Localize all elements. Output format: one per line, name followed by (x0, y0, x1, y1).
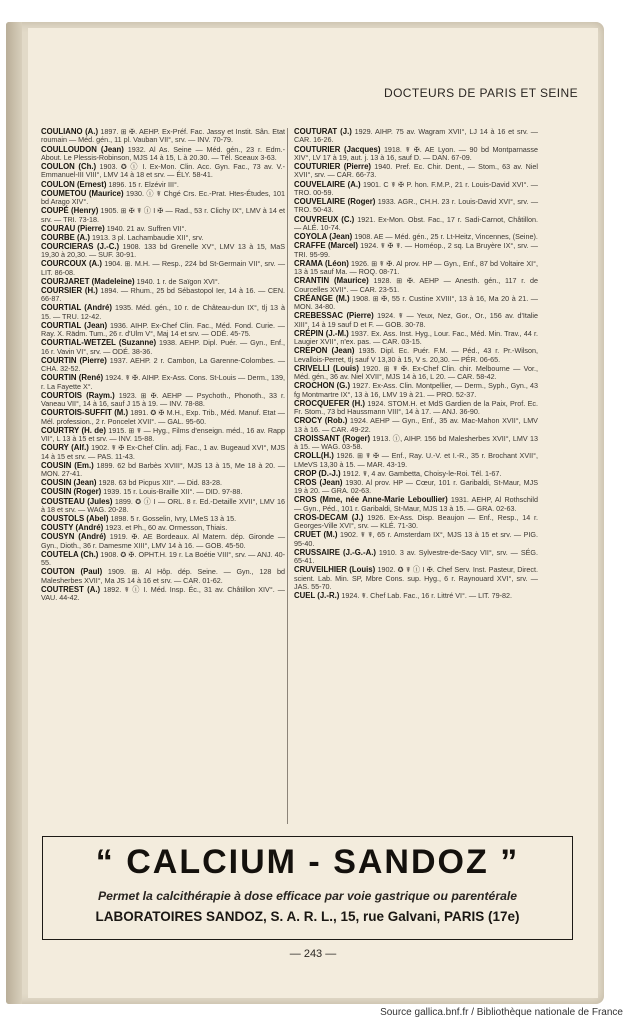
advertisement-tagline: Permet la calcithérapie à dose efficace par voie gastrique ou parentérale (97, 889, 518, 903)
entry-details: 1924. ☤. Chef Lab. Fac., 16 r. Littré VI°. — LIT. 79-82. (341, 591, 513, 601)
entry-name: CROS-DECAM (J.) (294, 512, 364, 522)
entry-details: 1899. 62 bd Barbès XVIII°, MJS 13 à 15, Me 18 à 20. — MON. 27-41. (41, 460, 286, 479)
column-divider (287, 128, 288, 824)
entry-name: CRUSSAIRE (J.-G.-A.) (294, 547, 376, 557)
entry-details: 1903. ✪ ⓘ I. Ex-Mon. Clin. Acc. Gyn. Fac., 73 av. V.-Emmanuel-III VIII°, LMV 14 à 18 et srv. — ÉLY. 58-41. (41, 162, 285, 180)
entry-name: COUTELA (Ch.) (41, 549, 99, 559)
entry-name: COURTIAL (André) (41, 303, 112, 313)
directory-entry (41, 260, 285, 277)
directory-entry (294, 198, 538, 215)
directory-entry (41, 207, 285, 224)
directory-entry (41, 374, 285, 391)
entry-details: 1927. Ex-Ass. Clin. Montpellier, — Derm., Syph., Gyn., 43 fg Montmartre IX°, 13 à 16, LMV 19 à 21. — PRO. 52-37. (294, 381, 539, 399)
directory-page (28, 28, 598, 998)
directory-entry (41, 551, 285, 568)
entry-details: 1904. ⊞. M.H. — Resp., 224 bd St-Germain VII°, srv. — LIT. 86-08. (41, 259, 286, 277)
entry-details: 1936. AIHP. Ex-Chef Clin. Fac., Méd. Fond. Curie. — Ray. X. Rädm. Tum., 26 r. d'Ulm V°, Maj 14 et srv. — ODÉ. 45-75. (41, 320, 285, 339)
entry-name: CRUVEILHIER (Louis) (294, 565, 376, 575)
directory-entry (294, 400, 538, 417)
directory-entry (294, 531, 538, 548)
directory-entry (294, 181, 538, 198)
directory-entry (41, 128, 285, 145)
entry-details: 1932. Al As. Seine — Méd. gén., 23 r. Edm.-About. Le Plessis-Robinson, MJS 14 à 15, L à 20.30. — Tél. Sceaux 3-63. (41, 144, 285, 162)
entry-name: CROLL(H.) (294, 451, 334, 461)
directory-entry (41, 304, 285, 321)
entry-name: COURTRY (H. de) (41, 425, 106, 435)
entry-details: 1920. ⊞ ☤ ✠. Ex-Chef Clin. chir. Melbourne — Vor., Méd. gén., 36 av. Niel XVII°, MJS 14 à 16, L 20. — CAR. 58-42. (294, 363, 538, 381)
entry-name: CRÉANGE (M.) (294, 293, 350, 303)
entry-details: 1940. Pref. Ec. Chir. Dent., — Stom., 63 av. Niel XVII°, srv. — CAR. 66-73. (294, 162, 538, 180)
directory-entry (294, 330, 538, 347)
entry-name: CROCQUEFER (H.) (294, 398, 365, 408)
entry-name: COURSIER (H.) (41, 285, 98, 295)
directory-entry (294, 128, 538, 145)
entry-name: CRANTIN (Maurice) (294, 276, 369, 286)
directory-entry (294, 592, 538, 600)
right-column (294, 128, 538, 601)
directory-entry (294, 452, 538, 469)
entry-details: 1902. ✪ ☤ ⓘ I ✠. Chef Serv. Inst. Pasteur, Direct. scient. Lab. Min. SP, Mbre Cons. sup. Hyg., 6 r. Raynouard XVI°, srv. — JAS. 55-70. (294, 565, 539, 591)
entry-name: COULON (Ernest) (41, 179, 107, 189)
entry-details: 1905. ⊞ ✠ ☤ ⓘ I ✠ — Rad., 53 r. Clichy IX°, LMV à 14 et srv. — TRI. 73-18. (41, 206, 286, 224)
entry-name: COURJARET (Madeleine) (41, 276, 135, 286)
entry-details: 1901. C ☤ ✠ P. hon. F.M.P., 21 r. Louis-David XVI°. — TRO. 00-59. (294, 179, 538, 197)
entry-name: CRUET (M.) (294, 530, 338, 540)
entry-name: COURTIAL-WETZEL (Suzanne) (41, 338, 157, 348)
entry-name: COUMETOU (Maurice) (41, 188, 124, 198)
directory-entry (294, 277, 538, 294)
directory-entry (41, 462, 285, 479)
directory-entry (41, 287, 285, 304)
entry-details: 1924. ☤ ✠ ☤. — Homéop., 2 sq. La Bruyère IX°, srv. — TRI. 95-99. (294, 241, 538, 259)
directory-entry (41, 498, 285, 515)
entry-name: COURTIN (Pierre) (41, 355, 107, 365)
entry-details: 1926. ⊞ ☤ ✠ — Enf., Ray. U.-V. et I.-R., 35 r. Brochant XVII°, LMeVS 13,30 à 15. — MAR. 43-19. (294, 451, 539, 469)
entry-details: 1894. — Rhum., 25 bd Sébastopol Ier, 14 à 16. — CEN. 66-87. (41, 285, 286, 304)
directory-entry (41, 427, 285, 444)
entry-details: 1937. AEHP. 2 r. Cambon, La Garenne-Colombes. — CHA. 32-52. (41, 355, 286, 374)
entry-details: 1926. Ex-Ass. Disp. Beaujon — Enf., Resp., 14 r. Georges-Ville XVI°, srv. — KLÉ. 71-30. (294, 512, 539, 531)
entry-details: 1924. ☤ ✠. AIHP. Ex-Ass. Cons. St-Louis — Derm., 139, r. La Fayette X°. (41, 373, 286, 391)
directory-entry (41, 243, 285, 260)
entry-details: 1928. ⊞ ✠. AEHP — Anesth. gén., 117 r. de Courcelles XVII°. — CAR. 23-51. (294, 276, 538, 294)
entry-details: 1913. 3 pl. Lachambaudie XII°, srv. (91, 232, 204, 242)
directory-entry (41, 392, 285, 409)
book-scan (6, 22, 604, 1004)
entry-name: COURTOIS-SUFFIT (M.) (41, 408, 129, 418)
entry-details: 1908. 133 bd Grenelle XV°, LMV 13 à 15, MaS 19,30 à 20,30. — SUF. 30-91. (41, 241, 286, 260)
directory-entry (294, 566, 538, 591)
entry-name: CROS (Jean) (294, 477, 343, 487)
entry-name: COULIANO (A.) (41, 127, 99, 136)
entry-details: 1910. 3 av. Sylvestre-de-Sacy VII°, srv. — SÉG. 65-41. (294, 547, 538, 566)
entry-details: 1940. 21 av. Suffren VII°. (106, 223, 187, 233)
entry-name: COUSIN (Jean) (41, 478, 97, 488)
directory-entry (294, 347, 538, 364)
entry-name: COUTURAT (J.) (294, 127, 352, 136)
entry-details: 1923. et Ph., 60 av. Ormesson, Thiais. (105, 523, 228, 533)
page-number: — 243 — (289, 948, 337, 960)
entry-name: CROCHON (G.) (294, 381, 351, 391)
entry-details: 1918. ☤ ✠. AE Lyon. — 90 bd Montparnasse XIV°, LV 17 à 19, aut. j. 13 à 16, sauf D. — DAN. 67-09. (294, 144, 538, 162)
entry-name: COUSYN (André) (41, 532, 107, 542)
entry-details: 1896. 15 r. Elzévir III°. (108, 179, 179, 189)
entry-details: 1937. Ex. Ass. Inst. Hyg., Lour. Fac., Méd. Min. Trav., 44 r. Laugier XVII°, n'ex. pas. — CAR. 03-15. (294, 328, 538, 346)
entry-name: CUEL (J.-R.) (294, 591, 340, 601)
directory-entry (294, 312, 538, 329)
entry-name: COUVREUX (C.) (294, 214, 355, 224)
entry-name: CRAMA (Léon) (294, 258, 349, 268)
entry-name: COURCOUX (A.) (41, 259, 102, 269)
entry-details: 1891. ✪ ✠ M.H., Exp. Trib., Méd. Manuf. Etat — Mél. profession., 2 r. Poncelet XVII°. — GAL. 95-60. (41, 408, 285, 426)
directory-entry (294, 295, 538, 312)
entry-details: 1892. ☤ ⓘ I. Méd. Insp. Éc., 31 av. Châtillon XIV°. — VAU. 44-42. (41, 584, 285, 603)
entry-name: COUSTY (André) (41, 523, 104, 533)
entry-details: 1938. AEHP. Dipl. Puér. — Gyn., Enf., 16 r. Vavin VI°, srv. — ODÉ. 38-36. (41, 338, 285, 356)
directory-entry (41, 322, 285, 339)
directory-entry (41, 357, 285, 374)
entry-details: 1933. AGR., CH.H. 23 r. Louis-David XVI°, srv. — TRO. 50-43. (294, 197, 539, 215)
entry-details: 1930. Al prov. HP — Cœur, 101 r. Garibaldi, St-Maur, MJS 19 à 20. — GRA. 02-63. (294, 477, 538, 496)
entry-name: COUTURIER (Jacques) (294, 144, 381, 154)
entry-name: COYOLA (Jean) (294, 232, 353, 241)
entry-details: 1935. Dipl. Ec. Puér. F.M. — Péd., 43 r. Pr.-Wilson, Levallois-Perret, tlj sauf V 13,30 à 15, V s. 20,30. — PÉR. 06-65. (294, 346, 539, 364)
entry-name: COUTREST (A.) (41, 584, 101, 594)
directory-entry (294, 514, 538, 531)
entry-name: CRAFFE (Marcel) (294, 241, 358, 251)
entry-details: 1935. Méd. gén., 10 r. de Château-dun IX°, tlj 13 à 15. — TRU. 12-42. (41, 303, 285, 321)
directory-entry (41, 409, 285, 426)
entry-details: 1912. ☤, 4 av. Gambetta, Choisy-le-Roi. Tél. 1-67. (342, 468, 502, 478)
directory-entry (294, 549, 538, 566)
entry-name: COURAU (Pierre) (41, 223, 105, 233)
directory-entry (294, 496, 538, 513)
entry-details: 1897. ⊞ ✠. AEHP. Ex-Préf. Fac. Jassy et Instit. Sân. Etat roumain — Méd. gén., 11 pl. Vauban VII°, srv. — INV. 70-79. (41, 127, 285, 145)
entry-name: COURBE (A.) (41, 232, 90, 242)
left-column (41, 128, 285, 603)
entry-name: COULON (Ch.) (41, 162, 97, 171)
entry-name: COURTIN (René) (41, 373, 104, 383)
advertisement-box (42, 836, 573, 940)
entry-name: COUSIN (Roger) (41, 487, 102, 497)
entry-name: CROS (Mme, née Anne-Marie Leboullier) (294, 495, 448, 505)
entry-details: 1939. 15 r. Louis-Braille XII°. — DID. 97-88. (103, 487, 243, 497)
directory-entry (294, 163, 538, 180)
directory-entry (41, 533, 285, 550)
entry-name: CROCY (Rob.) (294, 416, 348, 426)
entry-name: CROP (D.-J.) (294, 468, 341, 478)
directory-entry (294, 260, 538, 277)
entry-details: 1902. ☤ ☤, 65 r. Amsterdam IX°, MJS 13 à 15 et srv. — PIG. 95-40. (294, 530, 538, 548)
entry-name: COUVELAIRE (Roger) (294, 197, 376, 206)
entry-details: 1924. AEHP — Gyn., Enf., 35 av. Mac-Mahon XVII°, LMV 13 à 16. — CAR. 49-22. (294, 416, 538, 434)
entry-name: CROISSANT (Roger) (294, 433, 371, 443)
entry-details: 1931. AEHP, Al Rothschild — Gyn., Péd., 101 r. Garibaldi, St-Maur, MJS 13 à 15. — GRA. 02-63. (294, 495, 539, 513)
entry-name: COULLOUDON (Jean) (41, 144, 124, 154)
entry-details: 1924. STOM.H. et MdS Gardien de la Paix, Prof. Ec. Fr. Stom., 73 bd Haussmann VIII°, 14 à 17. — ANJ. 36-90. (294, 398, 538, 416)
entry-details: 1930. ⓘ ☤ Chgé Crs. Ec.-Prat. Htes-Études, 101 bd Arago XIV°. (41, 188, 286, 206)
entry-name: COURY (Alf.) (41, 443, 89, 453)
entry-details: 1929. AIHP. 75 av. Wagram XVII°, LJ 14 à 16 et srv. — CAR. 16-26. (294, 127, 538, 145)
entry-name: COURTIAL (Jean) (41, 320, 108, 330)
entry-details: 1908. ⊞ ✠, 55 r. Custine XVIII°, 13 à 16, Ma 20 à 21. — MON. 34-80. (294, 293, 538, 311)
directory-entry (41, 568, 285, 585)
running-head: DOCTEURS DE PARIS ET SEINE (384, 86, 578, 100)
entry-details: 1898. 5 r. Gosselin, Ivry, LMeS 13 à 15. (110, 514, 237, 524)
entry-details: 1940. 1 r. de Saïgon XVI°. (136, 276, 220, 286)
entry-name: COUTURIER (Pierre) (294, 162, 372, 171)
directory-entry (41, 339, 285, 356)
source-credit: Source gallica.bnf.fr / Bibliothèque nationale de France (380, 1007, 623, 1018)
directory-entry (41, 146, 285, 163)
entry-details: 1923. ⊞ ✠. AEHP — Psychoth., Phonoth., 33 r. Vaneau VII°, 14 à 16, sauf J 15 à 19. — INV. 78-88. (41, 390, 285, 409)
directory-entry (294, 382, 538, 399)
entry-details: 1908. AE — Méd. gén., 25 r. Lt-Heitz, Vincennes, (Seine). (354, 232, 538, 241)
directory-entry (294, 435, 538, 452)
entry-details: 1913. ⓘ, AIHP. 156 bd Malesherbes XVII°, LMV 13 à 15. — WAG. 03-58. (294, 433, 538, 451)
directory-entry (294, 479, 538, 496)
directory-entry (41, 586, 285, 603)
directory-entry (41, 190, 285, 207)
entry-name: COURCIERAS (J.-C.) (41, 241, 120, 251)
advertisement-address: LABORATOIRES SANDOZ, S. A. R. L., 15, rue Galvani, PARIS (17e) (95, 909, 520, 924)
directory-entry (294, 216, 538, 233)
directory-entry (294, 242, 538, 259)
entry-name: COUTON (Paul) (41, 567, 103, 577)
entry-name: COUSIN (Em.) (41, 460, 94, 470)
directory-entry (294, 365, 538, 382)
entry-name: CRÉPIN (J.-M.) (294, 328, 349, 338)
entry-details: 1921. Ex-Mon. Obst. Fac., 17 r. Sadi-Carnot, Châtillon. — ALÉ. 10-74. (294, 214, 538, 232)
entry-name: COUVELAIRE (A.) (294, 179, 361, 189)
entry-details: 1926. ⊞ ☤ ✠. Al prov. HP — Gyn., Enf., 87 bd Voltaire XI°, 13 à 15 sauf Ma. — ROQ. 08-71. (294, 258, 539, 276)
directory-entry (294, 146, 538, 163)
entry-details: 1919. ✠. AE Bordeaux. Al Matern. dép. Gironde — Gyn., Dioth., 36 r. Damesme XIII°, LMV 14 à 16. — GOB. 45-50. (41, 532, 286, 550)
directory-entry (41, 163, 285, 180)
entry-name: COUSTEAU (Jules) (41, 496, 113, 506)
entry-details: 1908. ✪ ✠. OPHT.H. 19 r. La Boétie VIII°, srv. — ANJ. 40-55. (41, 549, 286, 568)
entry-name: COUPÉ (Henry) (41, 206, 99, 216)
directory-entry (294, 417, 538, 434)
entry-details: 1899. ✪ ⓘ I — ORL. 8 r. Ed.-Detaille XVII°, LMV 16 à 18 et srv. — WAG. 20-28. (41, 496, 285, 514)
entry-name: COUSTOLS (Abel) (41, 514, 109, 524)
entry-details: 1915. ⊞ ☤ — Hyg., Films d'enseign. méd., 16 av. Rapp VII°, L 13 à 15 et srv. — INV. 15-88. (41, 425, 286, 444)
advertisement-title: “ CALCIUM - SANDOZ ” (95, 843, 520, 881)
book-spine (6, 22, 22, 1004)
entry-details: 1902. ☤ ✠ Ex-Chef Clin. adj. Fac., 1 av. Bugeaud XVI°, MJS 14 à 15 et srv. — PAS. 11-43. (41, 443, 285, 461)
entry-name: CRIVELLI (Louis) (294, 363, 359, 373)
directory-entry (41, 444, 285, 461)
entry-details: 1909. ⊞. Al Hôp. dép. Seine. — Gyn., 128 bd Malesherbes XVII°, Ma JS 14 à 16 et srv. — CAR. 01-62. (41, 567, 286, 585)
entry-name: CREBESSAC (Pierre) (294, 311, 374, 321)
entry-details: 1928. 63 bd Picpus XII°. — Did. 83-28. (98, 478, 223, 488)
entry-name: CREPON (Jean) (294, 346, 355, 356)
entry-name: COURTOIS (Raym.) (41, 390, 115, 400)
entry-details: 1924. ☤ — Yeux, Nez, Gor., Or., 156 av. d'Italie XIII°, 14 à 19 sauf D et F. — GOB. 30-78. (294, 311, 539, 329)
